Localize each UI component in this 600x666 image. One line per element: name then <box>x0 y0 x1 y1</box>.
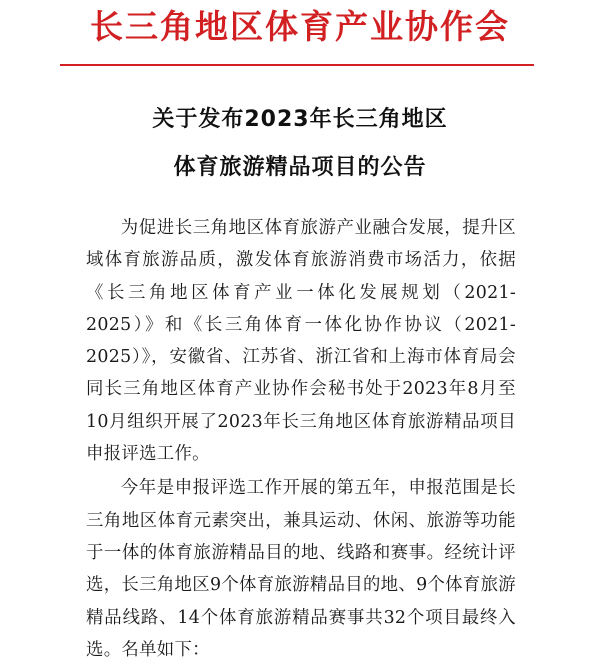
document-title-line-1: 关于发布2023年长三角地区 <box>152 107 448 132</box>
organization-header: 长三角地区体育产业协作会 <box>90 7 510 46</box>
body-paragraph-2: 今年是申报评选工作开展的第五年，申报范围是长三角地区体育元素突出，兼具运动、休闲、旅游等功能于一体的体育旅游精品目的地、线路和赛事。经统计评选，长三角地区9个体育旅游精品目的地、9个体育旅游精品线路、14个体育旅游精品赛事共32个项目最终入选。名单如下： <box>86 478 516 660</box>
header-divider <box>60 64 534 66</box>
document-body <box>86 212 516 666</box>
body-paragraph-1: 为促进长三角地区体育旅游产业融合发展，提升区域体育旅游品质，激发体育旅游消费市场活力，依据《长三角地区体育产业一体化发展规划（2021-2025）》和《长三角体育一体化协作协议（2021-2025）》，安徽省、江苏省、浙江省和上海市体育局会同长三角地区体育产业协作会秘书处于2023年8月至10月组织开展了2023年长三角地区体育旅游精品项目申报评选工作。 <box>86 218 516 465</box>
document-title-line-2: 体育旅游精品项目的公告 <box>173 155 427 180</box>
